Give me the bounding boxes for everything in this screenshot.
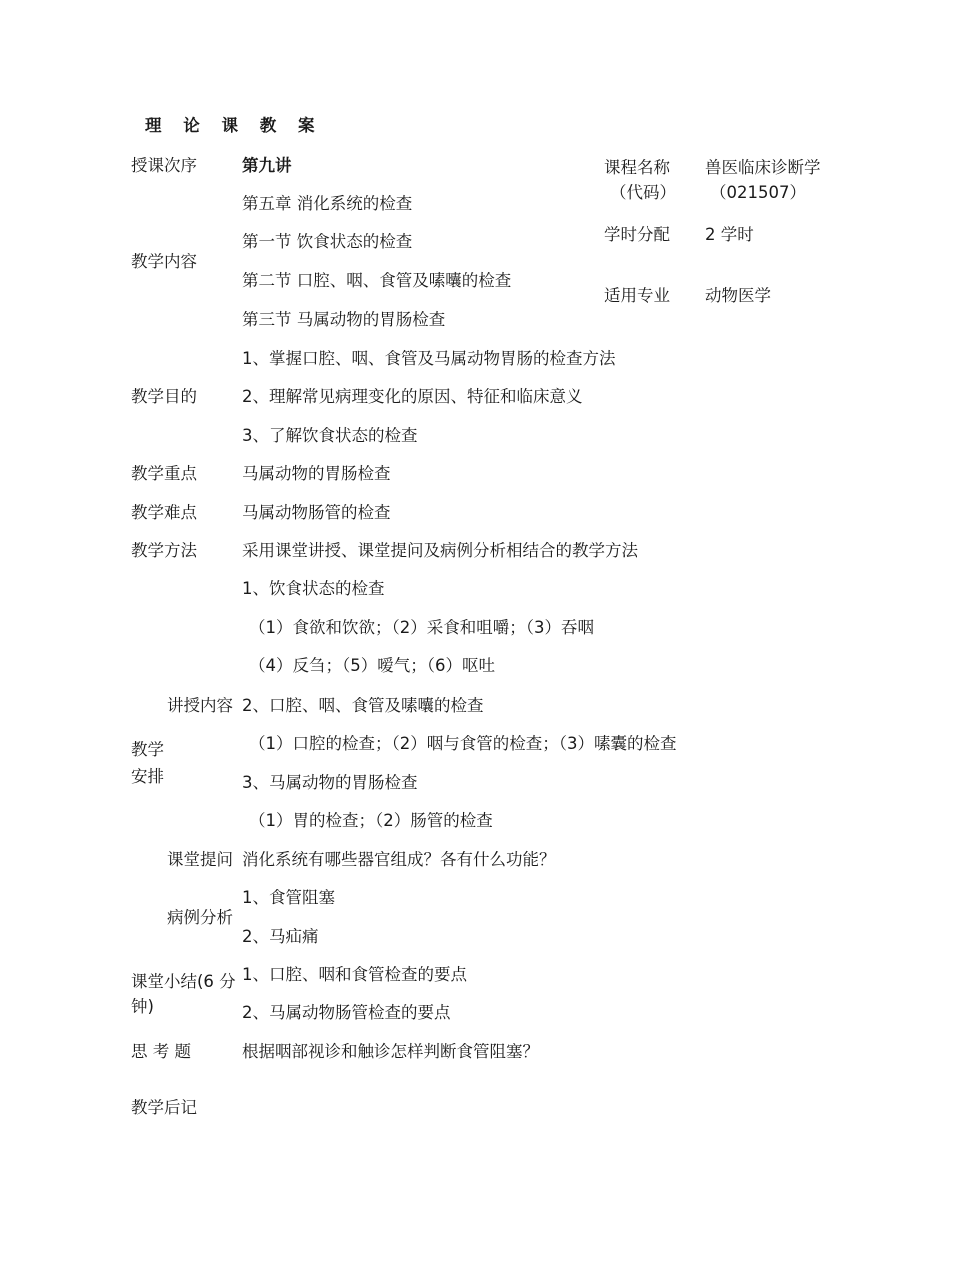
summary-line: 1、口腔、咽和食管检查的要点	[242, 965, 467, 984]
major-value: 动物医学	[705, 286, 771, 305]
lecture-line: （1）胃的检查；（2）肠管的检查	[249, 811, 493, 830]
content-line: 第五章 消化系统的检查	[242, 194, 413, 213]
hours-value: 2 学时	[705, 225, 754, 244]
summary-label-line2: 钟)	[131, 997, 154, 1016]
think-label: 思 考 题	[131, 1042, 191, 1061]
key-points-label: 教学重点	[131, 464, 197, 483]
lecture-line: （4）反刍；（5）嗳气；（6）呕吐	[249, 656, 495, 675]
key-points-value: 马属动物的胃肠检查	[242, 464, 391, 483]
methods-value: 采用课堂讲授、课堂提问及病例分析相结合的教学方法	[242, 541, 638, 560]
question-value: 消化系统有哪些器官组成？各有什么功能？	[242, 850, 556, 869]
content-line: 第一节 饮食状态的检查	[242, 232, 413, 251]
objective-line: 1、掌握口腔、咽、食管及马属动物胃肠的检查方法	[242, 349, 616, 368]
lecture-label: 讲授内容	[167, 696, 233, 715]
case-label: 病例分析	[167, 908, 233, 927]
content-label: 教学内容	[131, 252, 197, 271]
lecture-line: （1）口腔的检查；（2）咽与食管的检查；（3）嗉囊的检查	[249, 734, 677, 753]
course-code-label: （代码）	[610, 183, 676, 202]
hours-label: 学时分配	[604, 225, 670, 244]
session-label: 授课次序	[131, 156, 197, 175]
content-line: 第二节 口腔、咽、食管及嗉囔的检查	[242, 271, 512, 290]
content-line: 第三节 马属动物的胃肠检查	[242, 310, 446, 329]
difficulties-label: 教学难点	[131, 503, 197, 522]
think-value: 根据咽部视诊和触诊怎样判断食管阻塞？	[242, 1042, 539, 1061]
arrangement-label-line2: 安排	[131, 767, 164, 786]
postscript-label: 教学后记	[131, 1098, 197, 1117]
course-name-value: 兽医临床诊断学	[705, 158, 821, 177]
lecture-line: （1）食欲和饮欲；（2）采食和咀嚼；（3）吞咽	[249, 618, 594, 637]
major-label: 适用专业	[604, 286, 670, 305]
objective-line: 2、理解常见病理变化的原因、特征和临床意义	[242, 387, 583, 406]
case-line: 1、食管阻塞	[242, 888, 335, 907]
lecture-line: 1、饮食状态的检查	[242, 579, 385, 598]
difficulties-value: 马属动物肠管的检查	[242, 503, 391, 522]
lecture-line: 3、马属动物的胃肠检查	[242, 773, 418, 792]
arrangement-label-line1: 教学	[131, 740, 164, 759]
objective-line: 3、了解饮食状态的检查	[242, 426, 418, 445]
doc-title: 理 论 课 教 案	[145, 116, 323, 135]
course-name-label: 课程名称	[604, 158, 670, 177]
objectives-label: 教学目的	[131, 387, 197, 406]
course-code-value: （021507）	[710, 183, 806, 202]
session-value: 第九讲	[242, 156, 292, 175]
question-label: 课堂提问	[167, 850, 233, 869]
methods-label: 教学方法	[131, 541, 197, 560]
summary-line: 2、马属动物肠管检查的要点	[242, 1003, 451, 1022]
case-line: 2、马疝痛	[242, 927, 319, 946]
lecture-line: 2、口腔、咽、食管及嗉囔的检查	[242, 696, 484, 715]
summary-label-line1: 课堂小结(6 分	[131, 972, 236, 991]
